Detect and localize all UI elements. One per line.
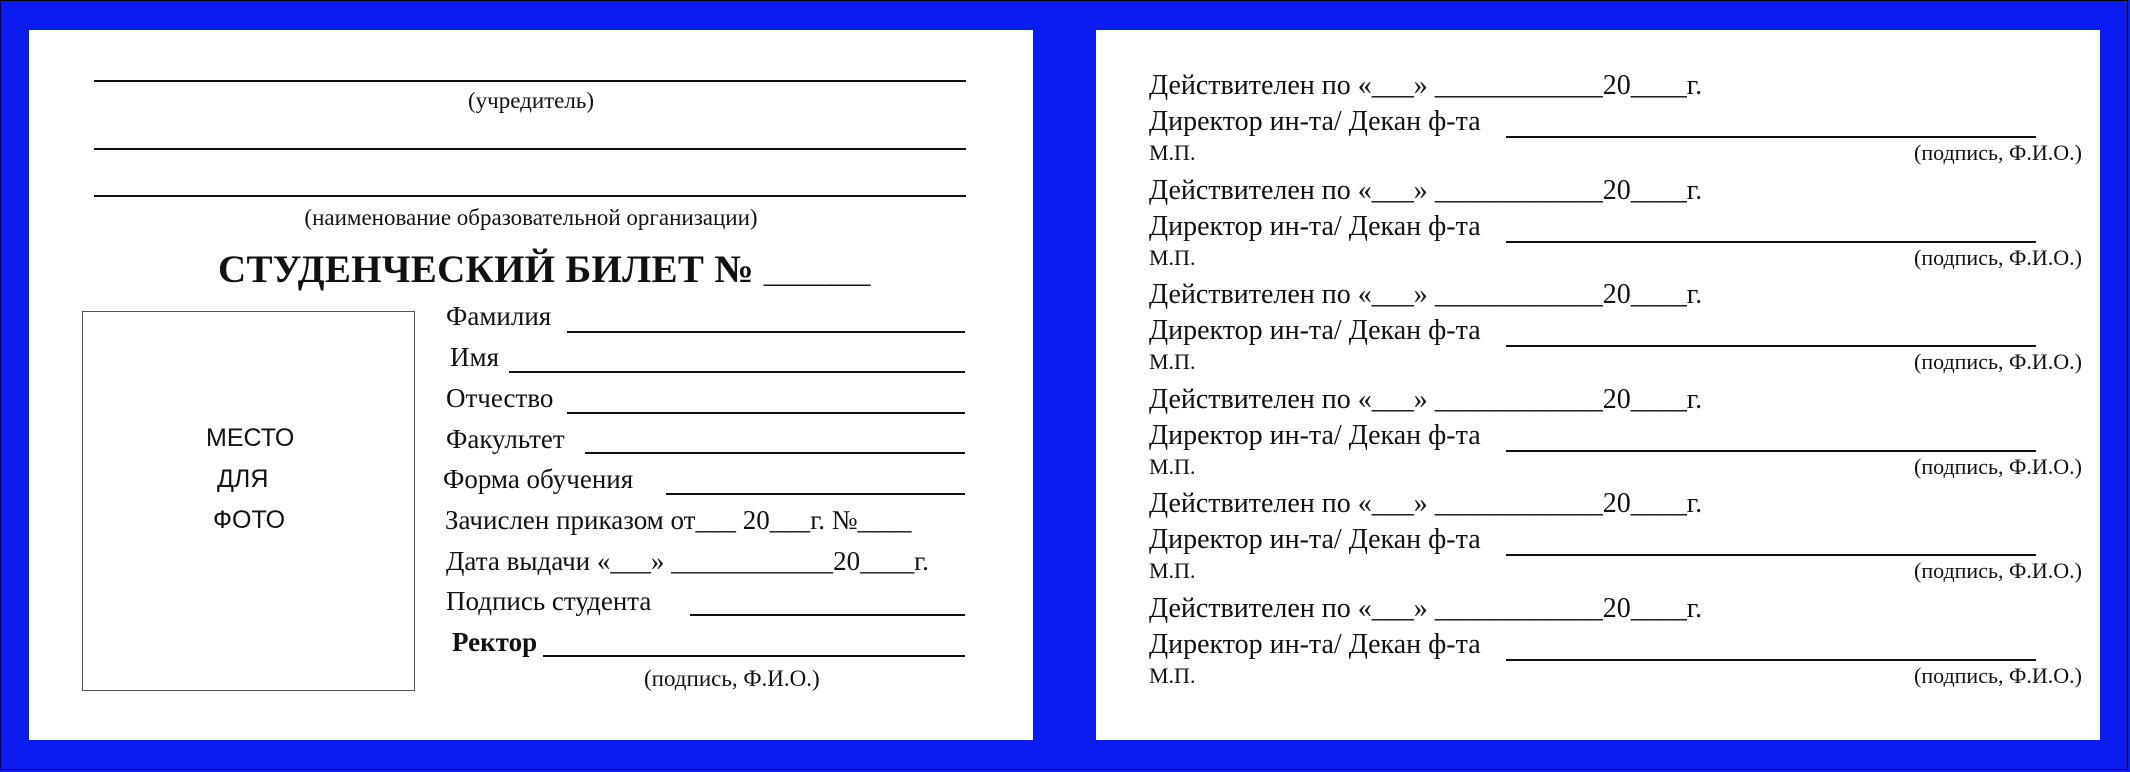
director-signature-line — [1506, 659, 2036, 661]
document-title — [218, 247, 871, 292]
stamp-place: М.П. — [1149, 244, 1196, 270]
stamp-place: М.П. — [1149, 349, 1196, 375]
rector-line — [543, 655, 965, 657]
study-form-label: Форма обучения — [443, 464, 634, 494]
validity-row: Действителен по «___» ____________20____г. — [1149, 174, 1703, 206]
surname-line — [567, 331, 965, 333]
photo-placeholder — [82, 311, 415, 691]
signature-caption: (подпись, Ф.И.О.) — [1914, 663, 2082, 688]
photo-label-line-3: ФОТО — [213, 506, 286, 534]
surname-label: Фамилия — [446, 301, 552, 331]
director-signature-line — [1506, 136, 2036, 138]
document-title-text: СТУДЕНЧЕСКИЙ БИЛЕТ № — [218, 248, 754, 291]
document-number-blank: _______ — [763, 256, 871, 289]
faculty-label: Факультет — [446, 424, 565, 454]
founder-caption: (учредитель) — [467, 88, 595, 113]
photo-label-line-2: ДЛЯ — [217, 465, 269, 493]
director-row: Директор ин-та/ Декан ф-та — [1149, 419, 1481, 451]
org-line-2 — [94, 195, 966, 197]
validity-row: Действителен по «___» ____________20____г. — [1149, 70, 1703, 101]
director-row: Директор ин-та/ Декан ф-та — [1149, 524, 1481, 556]
org-line-1 — [94, 148, 966, 150]
director-row: Директор ин-та/ Декан ф-та — [1149, 629, 1481, 660]
issue-date: Дата выдачи «___» ____________20____г. — [446, 546, 929, 576]
org-caption: (наименование образовательной организации) — [304, 205, 758, 230]
director-row: Директор ин-та/ Декан ф-та — [1149, 315, 1481, 347]
patronymic-line — [567, 412, 965, 414]
student-signature-line — [690, 614, 965, 616]
director-signature-line — [1506, 345, 2036, 347]
founder-line — [94, 80, 966, 82]
name-label: Имя — [450, 342, 500, 372]
director-signature-line — [1506, 554, 2036, 556]
director-row: Директор ин-та/ Декан ф-та — [1149, 106, 1481, 137]
signature-caption: (подпись, Ф.И.О.) — [1914, 244, 2082, 270]
stamp-place: М.П. — [1149, 453, 1196, 479]
validity-row: Действителен по «___» ____________20____г. — [1149, 279, 1703, 311]
name-line — [509, 371, 965, 373]
study-form-line — [666, 493, 965, 495]
enrollment-order: Зачислен приказом от___ 20___г. №____ — [445, 505, 912, 535]
rector-label: Ректор — [452, 627, 538, 657]
validity-row: Действителен по «___» ____________20____г. — [1149, 383, 1703, 415]
signature-caption: (подпись, Ф.И.О.) — [1914, 558, 2082, 584]
stamp-place: М.П. — [1149, 558, 1196, 584]
faculty-line — [585, 452, 965, 454]
rector-caption: (подпись, Ф.И.О.) — [644, 666, 820, 691]
validity-row: Действителен по «___» ____________20____г. — [1149, 593, 1703, 624]
stamp-place: М.П. — [1149, 663, 1196, 688]
validity-row: Действителен по «___» ____________20____г. — [1149, 488, 1703, 520]
student-id-validity-page — [1096, 30, 2100, 740]
signature-caption: (подпись, Ф.И.О.) — [1914, 349, 2082, 375]
director-signature-line — [1506, 241, 2036, 243]
patronymic-label: Отчество — [446, 383, 554, 413]
signature-caption: (подпись, Ф.И.О.) — [1914, 453, 2082, 479]
signature-caption: (подпись, Ф.И.О.) — [1914, 140, 2082, 165]
director-row: Директор ин-та/ Декан ф-та — [1149, 210, 1481, 242]
student-id-front-page — [29, 30, 1033, 740]
stamp-place: М.П. — [1149, 140, 1196, 165]
student-signature-label: Подпись студента — [446, 586, 652, 616]
photo-label-line-1: МЕСТО — [206, 424, 295, 452]
director-signature-line — [1506, 450, 2036, 452]
